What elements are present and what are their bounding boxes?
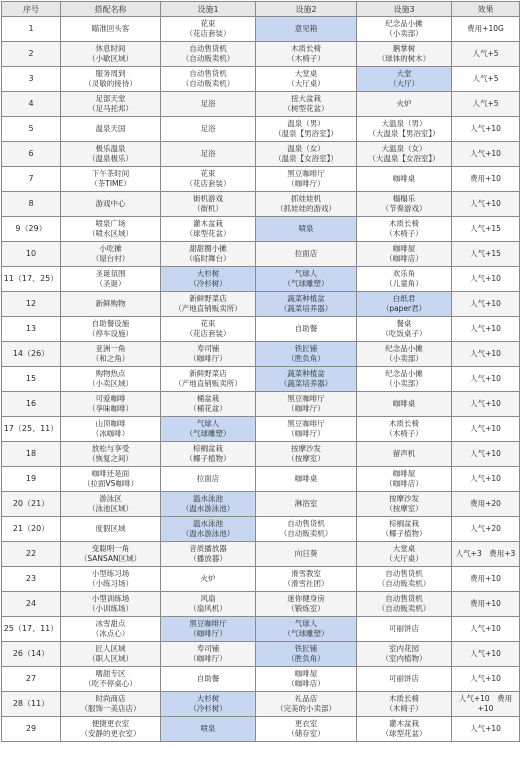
facility-3-cell: 大堂桌 （大厅桌） (357, 542, 452, 567)
effect-cell: 人气+10 (452, 292, 520, 317)
combo-name-cell: 服务周到 （灵敏的接待） (61, 67, 161, 92)
facility-1-cell: 桶盆栽 （桶花盆） (161, 392, 256, 417)
combo-name-cell: 便捷更衣室 （安静的更衣室） (61, 717, 161, 742)
table-row (2, 567, 520, 592)
combo-name-cell: 喷泉广场 （喷水区域） (61, 217, 161, 242)
effect-cell: 人气+10 (452, 417, 520, 442)
facility-2-cell: 温泉（女） （温泉【女浴室】） (256, 142, 357, 167)
facility-3-cell: 自动售货机 （自动贩卖机） (357, 567, 452, 592)
table-row (2, 692, 520, 717)
facility-1-cell: 花束 （花店套装） (161, 167, 256, 192)
facility-3-cell: 纪念品小摊 （小卖部） (357, 367, 452, 392)
facility-1-cell: 新鲜野菜店 （产地直销贩卖所） (161, 367, 256, 392)
facility-3-cell: 灌木盆栽 （球型花盆） (357, 717, 452, 742)
facility-3-cell: 咖啡桌 (357, 167, 452, 192)
facility-2-cell: 扭大盆栽 （树型花盆） (256, 92, 357, 117)
table-row (2, 392, 520, 417)
combo-name-cell: 新鲜购物 (61, 292, 161, 317)
facility-1-cell: 火炉 (161, 567, 256, 592)
header-index: 序号 (2, 2, 61, 17)
table-row (2, 192, 520, 217)
facility-1-cell: 自动售货机 （自动贩卖机） (161, 67, 256, 92)
facility-2-cell: 自助餐 (256, 317, 357, 342)
table-row (2, 167, 520, 192)
index-cell: 17（25、11） (2, 417, 61, 442)
index-cell: 20（21） (2, 492, 61, 517)
index-cell: 29 (2, 717, 61, 742)
facility-3-cell: 大温泉（女） （大温泉【女浴室】） (357, 142, 452, 167)
index-cell: 21（20） (2, 517, 61, 542)
table-row (2, 717, 520, 742)
effect-cell: 人气+10 (452, 342, 520, 367)
index-cell: 19 (2, 467, 61, 492)
effect-cell: 费用+20 (452, 492, 520, 517)
table-row (2, 517, 520, 542)
facility-2-cell: 礼品店 （完美的小卖部） (256, 692, 357, 717)
facility-2-cell: 按摩沙发 （按摩室） (256, 442, 357, 467)
index-cell: 18 (2, 442, 61, 467)
facility-3-cell: 大堂 （大厅） (357, 67, 452, 92)
effect-cell: 人气+10 (452, 367, 520, 392)
facility-1-cell: 自动售货机 （自动贩卖机） (161, 42, 256, 67)
effect-cell: 人气+10 (452, 142, 520, 167)
table-row (2, 42, 520, 67)
header-row (2, 2, 520, 17)
facility-2-cell: 大堂桌 （大厅桌） (256, 67, 357, 92)
facility-1-cell: 气球人 （气球雕塑） (161, 417, 256, 442)
combo-name-cell: 小吃摊 （屋台村） (61, 242, 161, 267)
index-cell: 22 (2, 542, 61, 567)
combo-name-cell: 购物热点 （小卖区域） (61, 367, 161, 392)
facility-1-cell: 自助餐 (161, 667, 256, 692)
table-row (2, 442, 520, 467)
table-row (2, 367, 520, 392)
facility-3-cell: 欢乐角 （儿童角） (357, 267, 452, 292)
facility-1-cell: 甜甜圈小摊 （临时舞台） (161, 242, 256, 267)
table-body (2, 17, 520, 742)
facility-1-cell: 足浴 (161, 142, 256, 167)
combo-name-cell: 游戏中心 (61, 192, 161, 217)
index-cell: 27 (2, 667, 61, 692)
table-row (2, 92, 520, 117)
combo-name-cell: 瞄准回头客 (61, 17, 161, 42)
effect-cell: 人气+10 (452, 267, 520, 292)
table-row (2, 617, 520, 642)
index-cell: 6 (2, 142, 61, 167)
facility-2-cell: 向日葵 (256, 542, 357, 567)
index-cell: 12 (2, 292, 61, 317)
facility-2-cell: 咖啡屋 （咖啡店） (256, 667, 357, 692)
combo-name-cell: 自助餐设施 （停车设施） (61, 317, 161, 342)
combo-name-cell: 小型训练场 （小训练场） (61, 592, 161, 617)
facility-1-cell: 花束 （花店套装） (161, 317, 256, 342)
facility-2-cell: 抓娃娃机 （抓娃娃的游戏） (256, 192, 357, 217)
facility-2-cell: 意见箱 (256, 17, 357, 42)
table-row (2, 342, 520, 367)
facility-1-cell: 喷泉 (161, 717, 256, 742)
index-cell: 11（17、25） (2, 267, 61, 292)
index-cell: 10 (2, 242, 61, 267)
combo-name-cell: 可爱咖啡 （享味咖啡） (61, 392, 161, 417)
combo-name-cell: 温泉天国 (61, 117, 161, 142)
index-cell: 23 (2, 567, 61, 592)
combo-name-cell: 山顶咖啡 （冰咖啡） (61, 417, 161, 442)
table-row (2, 542, 520, 567)
index-cell: 9（29） (2, 217, 61, 242)
effect-cell: 费用+10 (452, 167, 520, 192)
effect-cell: 人气+3 费用+3 (452, 542, 520, 567)
effect-cell: 人气+10 (452, 192, 520, 217)
facility-2-cell: 迷你健身房 （锻炼室） (256, 592, 357, 617)
facility-3-cell: 可丽饼店 (357, 667, 452, 692)
table-row (2, 292, 520, 317)
facility-2-cell: 更衣室 （储存室） (256, 717, 357, 742)
effect-cell: 人气+10 (452, 717, 520, 742)
table-row (2, 242, 520, 267)
combo-name-cell: 时尚商店 （服饰一美店店） (61, 692, 161, 717)
facility-2-cell: 滑雪教室 （滑雪社团） (256, 567, 357, 592)
facility-2-cell: 蔬菜种植盆 （蔬菜培养器） (256, 292, 357, 317)
facility-2-cell: 蔬菜种植盆 （蔬菜培养器） (256, 367, 357, 392)
combo-name-cell: 极乐温泉 （温泉极乐） (61, 142, 161, 167)
combo-name-cell: 嗜甜专区 （吃不停桌心） (61, 667, 161, 692)
facility-2-cell: 咖啡桌 (256, 467, 357, 492)
facility-2-cell: 温泉（男） （温泉【男浴室】） (256, 117, 357, 142)
index-cell: 8 (2, 192, 61, 217)
index-cell: 1 (2, 17, 61, 42)
effect-cell: 人气+15 (452, 242, 520, 267)
facility-2-cell: 气球人 （气球雕塑） (256, 617, 357, 642)
combo-name-cell: 下午茶时间 （茶TIME） (61, 167, 161, 192)
facility-3-cell: 自动售货机 （自动贩卖机） (357, 592, 452, 617)
facility-2-cell: 黑豆咖啡厅 （咖啡厅） (256, 392, 357, 417)
effect-cell: 人气+10 (452, 317, 520, 342)
facility-3-cell: 火炉 (357, 92, 452, 117)
facility-2-cell: 拉面店 (256, 242, 357, 267)
index-cell: 24 (2, 592, 61, 617)
table-row (2, 317, 520, 342)
effect-cell: 费用+10G (452, 17, 520, 42)
facility-1-cell: 黑豆咖啡厅 （咖啡厅） (161, 617, 256, 642)
combo-name-cell: 冰雪甜点 （冰点心） (61, 617, 161, 642)
facility-3-cell: 木质长椅 （木椅子） (357, 417, 452, 442)
table-row (2, 417, 520, 442)
facility-3-cell: 咖啡桌 (357, 392, 452, 417)
table-row (2, 267, 520, 292)
effect-cell: 人气+15 (452, 217, 520, 242)
facility-1-cell: 音质播放器 （播放器） (161, 542, 256, 567)
combo-name-cell: 休息时间 （小歇区域） (61, 42, 161, 67)
index-cell: 5 (2, 117, 61, 142)
effect-cell: 人气+10 (452, 117, 520, 142)
facility-1-cell: 灌木盆栽 （球型花盆） (161, 217, 256, 242)
combo-name-cell: 亚洲一角 （和之角） (61, 342, 161, 367)
effect-cell: 人气+20 (452, 517, 520, 542)
facility-2-cell: 铁匠铺 （胜负角） (256, 342, 357, 367)
effect-cell: 人气+10 (452, 642, 520, 667)
facility-3-cell: 纪念品小摊 （小卖部） (357, 17, 452, 42)
facility-1-cell: 街机游戏 （街机） (161, 192, 256, 217)
header-facility-3: 设施3 (357, 2, 452, 17)
facility-3-cell: 按摩沙发 （按摩室） (357, 492, 452, 517)
facility-3-cell: 榻榻乐 （节奏游戏） (357, 192, 452, 217)
effect-cell: 人气+5 (452, 67, 520, 92)
index-cell: 3 (2, 67, 61, 92)
effect-cell: 人气+10 (452, 467, 520, 492)
facility-1-cell: 拉面店 (161, 467, 256, 492)
effect-cell: 人气+10 (452, 392, 520, 417)
effect-cell: 人气+10 (452, 442, 520, 467)
facility-1-cell: 寿司铺 （咖啡厅） (161, 642, 256, 667)
facility-2-cell: 淋浴室 (256, 492, 357, 517)
header-facility-2: 设施2 (256, 2, 357, 17)
facility-3-cell: 大温泉（男） （大温泉【男浴室】） (357, 117, 452, 142)
combo-name-cell: 游泳区 （泳池区域） (61, 492, 161, 517)
header-effect: 效果 (452, 2, 520, 17)
combo-name-cell: 咖啡还是面 （拉面VS咖啡） (61, 467, 161, 492)
facility-1-cell: 花束 （花店套装） (161, 17, 256, 42)
facility-1-cell: 新鲜野菜店 （产地直销贩卖所） (161, 292, 256, 317)
index-cell: 13 (2, 317, 61, 342)
combo-name-cell: 度假区域 (61, 517, 161, 542)
combo-name-cell: 小型练习场 （小练习场） (61, 567, 161, 592)
index-cell: 25（17、11） (2, 617, 61, 642)
facility-1-cell: 寿司铺 （咖啡厅） (161, 342, 256, 367)
facility-2-cell: 黑豆咖啡厅 （咖啡厅） (256, 167, 357, 192)
effect-cell: 人气+10 (452, 667, 520, 692)
index-cell: 28（11） (2, 692, 61, 717)
facility-3-cell: 鹅掌树 （球体的树木） (357, 42, 452, 67)
facility-3-cell: 咖啡屋 （咖啡店） (357, 242, 452, 267)
table-row (2, 142, 520, 167)
facility-1-cell: 足浴 (161, 117, 256, 142)
facility-1-cell: 温水泳池 （温水游泳池） (161, 492, 256, 517)
table-row (2, 667, 520, 692)
effect-cell: 人气+10 (452, 617, 520, 642)
index-cell: 4 (2, 92, 61, 117)
combo-name-cell: 足部天堂 （足马托邦） (61, 92, 161, 117)
facility-1-cell: 大杉树 （冷杉树） (161, 692, 256, 717)
table-row (2, 67, 520, 92)
facility-3-cell: 木质长椅 （木椅子） (357, 217, 452, 242)
index-cell: 2 (2, 42, 61, 67)
table-row (2, 492, 520, 517)
facility-3-cell: 纪念品小摊 （小卖部） (357, 342, 452, 367)
facility-1-cell: 棕榈盆栽 （椰子植物） (161, 442, 256, 467)
facility-2-cell: 喷泉 (256, 217, 357, 242)
facility-3-cell: 可丽饼店 (357, 617, 452, 642)
facility-2-cell: 铁匠铺 （胜负角） (256, 642, 357, 667)
table-row (2, 467, 520, 492)
combo-name-cell: 放松与享受 （恢复之间） (61, 442, 161, 467)
facility-3-cell: 木质长椅 （木椅子） (357, 692, 452, 717)
facility-1-cell: 风扇 （扇风机） (161, 592, 256, 617)
effect-cell: 人气+5 (452, 92, 520, 117)
facility-3-cell: 餐桌 （吃饭桌子） (357, 317, 452, 342)
facility-3-cell: 留声机 (357, 442, 452, 467)
facility-2-cell: 气球人 （气球雕塑） (256, 267, 357, 292)
table-row (2, 217, 520, 242)
facility-3-cell: 棕榈盆栽 （椰子植物） (357, 517, 452, 542)
table-row (2, 642, 520, 667)
header-combo-name: 搭配名称 (61, 2, 161, 17)
facility-2-cell: 黑豆咖啡厅 （咖啡厅） (256, 417, 357, 442)
facility-3-cell: 室内花园 （室内植物） (357, 642, 452, 667)
index-cell: 16 (2, 392, 61, 417)
facility-1-cell: 足浴 (161, 92, 256, 117)
effect-cell: 人气+5 (452, 42, 520, 67)
facility-1-cell: 大杉树 （冷杉树） (161, 267, 256, 292)
facility-2-cell: 自动售货机 （自动贩卖机） (256, 517, 357, 542)
index-cell: 26（14） (2, 642, 61, 667)
facility-3-cell: 白纸君 （paper君） (357, 292, 452, 317)
facility-3-cell: 咖啡屋 （咖啡店） (357, 467, 452, 492)
table-row (2, 117, 520, 142)
index-cell: 15 (2, 367, 61, 392)
combo-name-cell: 变聪明一角 （SANSAN区域） (61, 542, 161, 567)
index-cell: 14（26） (2, 342, 61, 367)
index-cell: 7 (2, 167, 61, 192)
facility-1-cell: 温水泳池 （温水游泳池） (161, 517, 256, 542)
table-row (2, 592, 520, 617)
facility-2-cell: 木质长椅 （木椅子） (256, 42, 357, 67)
table-row (2, 17, 520, 42)
combo-name-cell: 圣诞氛围 （圣诞） (61, 267, 161, 292)
effect-cell: 费用+10 (452, 592, 520, 617)
combination-table (1, 1, 520, 742)
header-facility-1: 设施1 (161, 2, 256, 17)
effect-cell: 人气+10 费用+10 (452, 692, 520, 717)
effect-cell: 费用+10 (452, 567, 520, 592)
combo-name-cell: 匠人区域 （职人区域） (61, 642, 161, 667)
